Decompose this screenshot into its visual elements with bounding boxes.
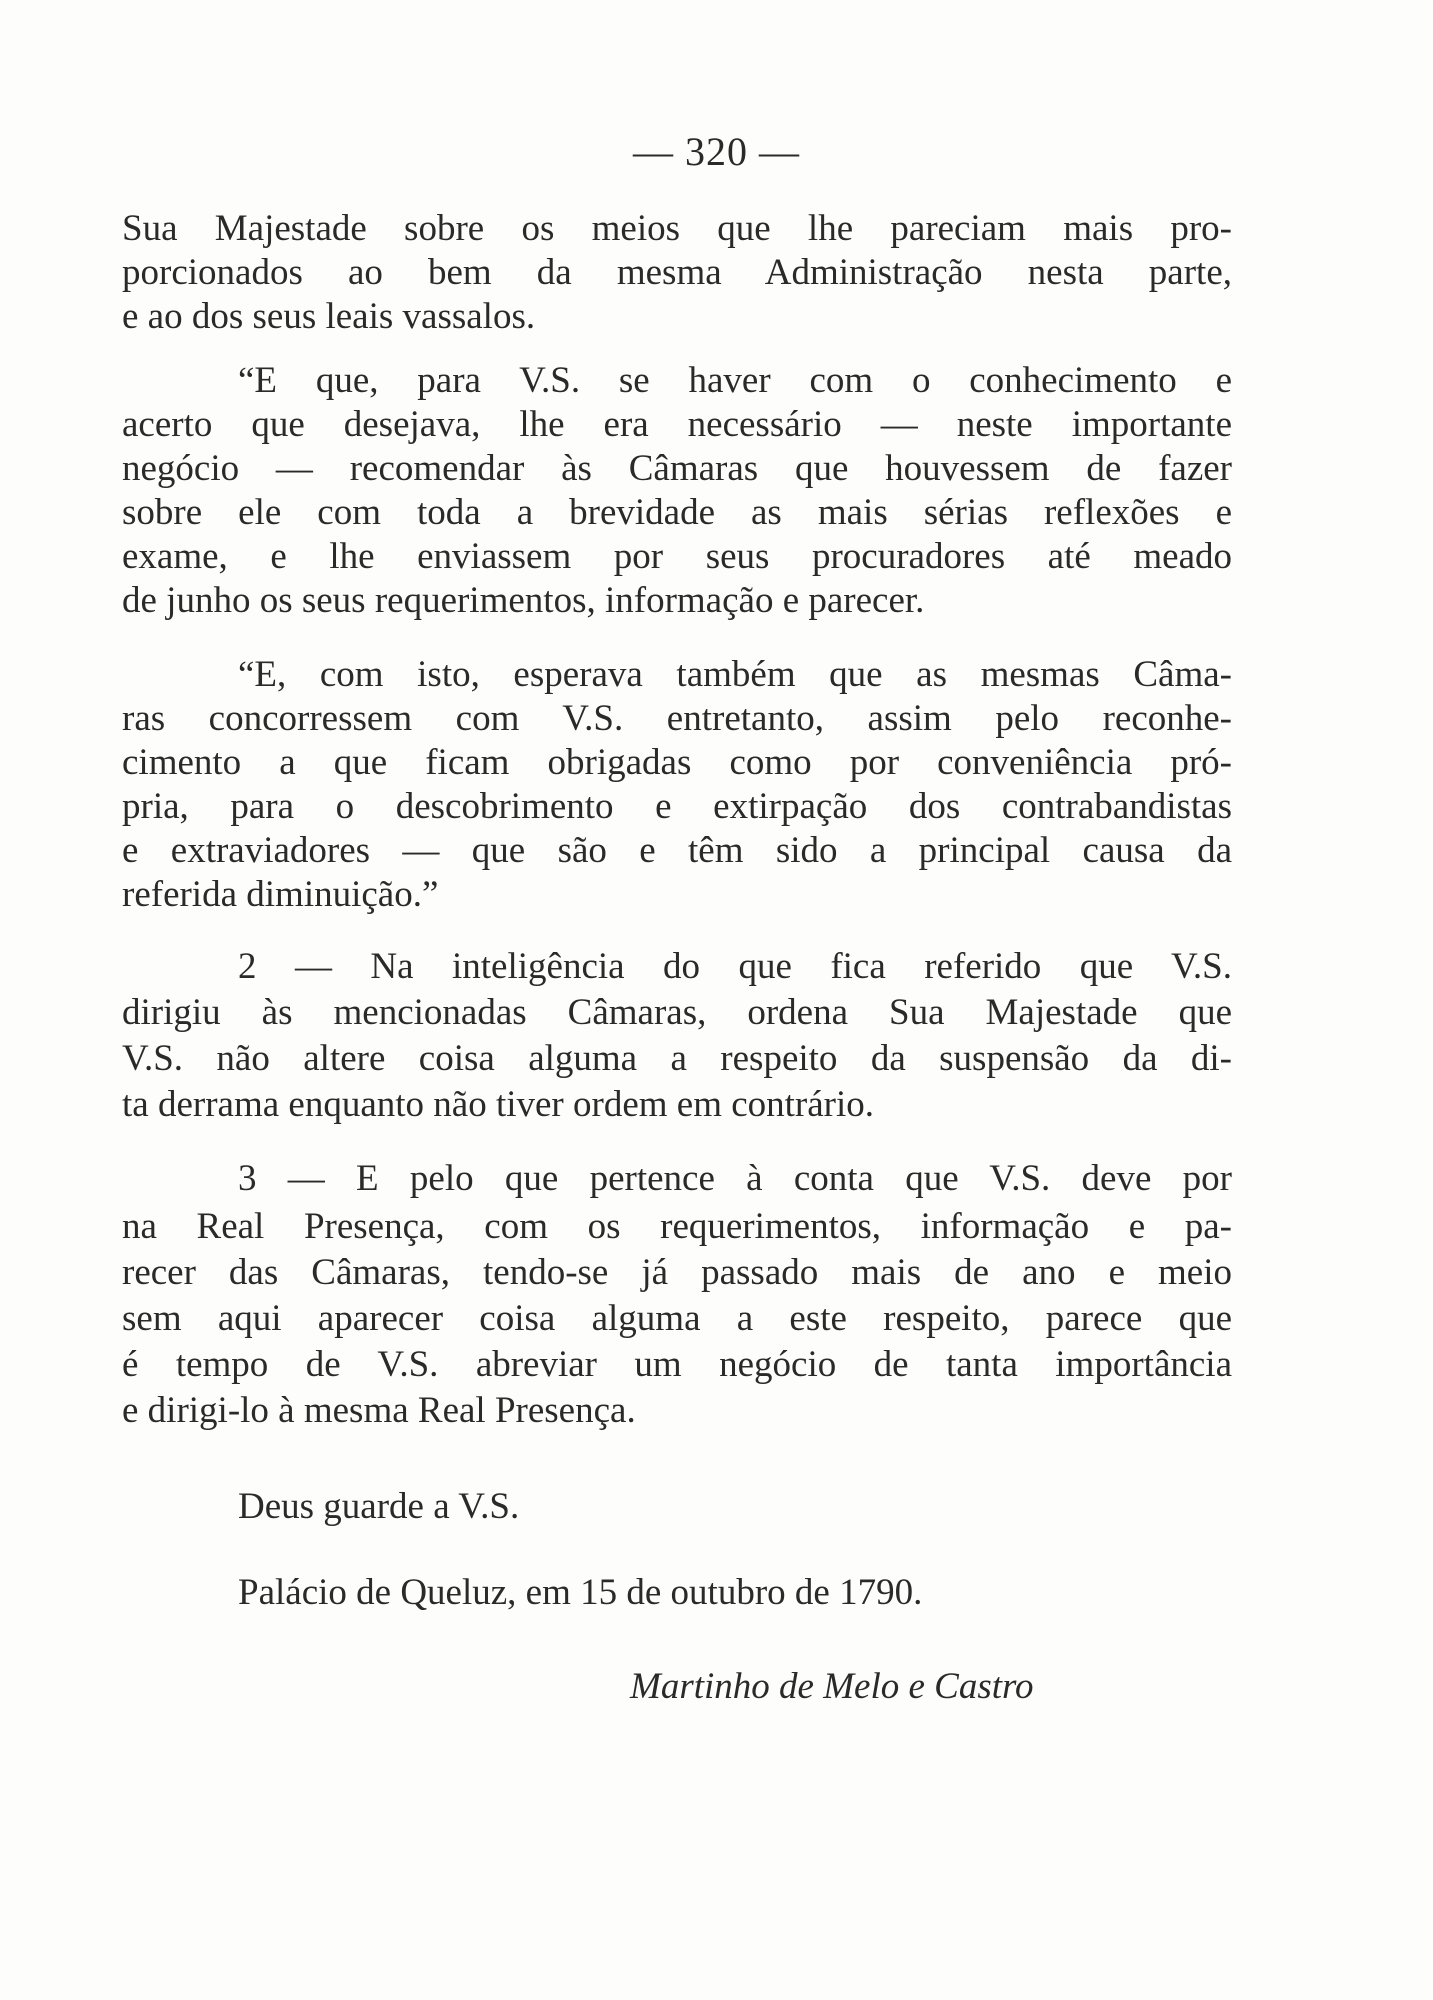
text-line: pria, para o descobrimento e extirpação dos contrabandistas <box>122 786 1232 827</box>
text-line: Sua Majestade sobre os meios que lhe pareciam mais pro- <box>122 208 1232 249</box>
place-and-date: Palácio de Queluz, em 15 de outubro de 1790. <box>238 1572 923 1613</box>
text-line: recer das Câmaras, tendo-se já passado mais de ano e meio <box>122 1252 1232 1293</box>
text-line: sem aqui aparecer coisa alguma a este respeito, parece que <box>122 1298 1232 1339</box>
text-line: “E que, para V.S. se haver com o conhecimento e <box>238 360 1232 401</box>
text-line: ras concorressem com V.S. entretanto, assim pelo reconhe- <box>122 698 1232 739</box>
text-line: referida diminuição.” <box>122 874 439 915</box>
text-line: na Real Presença, com os requerimentos, informação e pa- <box>122 1206 1232 1247</box>
text-line: ta derrama enquanto não tiver ordem em contrário. <box>122 1084 875 1125</box>
text-line: “E, com isto, esperava também que as mesmas Câma- <box>238 654 1232 695</box>
text-line: porcionados ao bem da mesma Administração nesta parte, <box>122 252 1232 293</box>
text-line: e dirigi-lo à mesma Real Presença. <box>122 1390 636 1431</box>
page-number: — 320 — <box>633 129 800 174</box>
text-line: V.S. não altere coisa alguma a respeito da suspensão da di- <box>122 1038 1232 1079</box>
closing-salutation: Deus guarde a V.S. <box>238 1486 520 1527</box>
text-line: cimento a que ficam obrigadas como por conveniência pró- <box>122 742 1232 783</box>
text-line: negócio — recomendar às Câmaras que houvessem de fazer <box>122 448 1232 489</box>
text-line: e extraviadores — que são e têm sido a principal causa da <box>122 830 1232 871</box>
text-line: 3 — E pelo que pertence à conta que V.S. deve por <box>238 1158 1232 1199</box>
text-line: exame, e lhe enviassem por seus procuradores até meado <box>122 536 1232 577</box>
text-line: 2 — Na inteligência do que fica referido que V.S. <box>238 946 1232 987</box>
text-line: acerto que desejava, lhe era necessário — neste importante <box>122 404 1232 445</box>
text-line: é tempo de V.S. abreviar um negócio de tanta importância <box>122 1344 1232 1385</box>
text-line: de junho os seus requerimentos, informação e parecer. <box>122 580 925 621</box>
text-line: e ao dos seus leais vassalos. <box>122 296 536 337</box>
signature: Martinho de Melo e Castro <box>630 1666 1034 1707</box>
text-line: dirigiu às mencionadas Câmaras, ordena Sua Majestade que <box>122 992 1232 1033</box>
text-line: sobre ele com toda a brevidade as mais sérias reflexões e <box>122 492 1232 533</box>
